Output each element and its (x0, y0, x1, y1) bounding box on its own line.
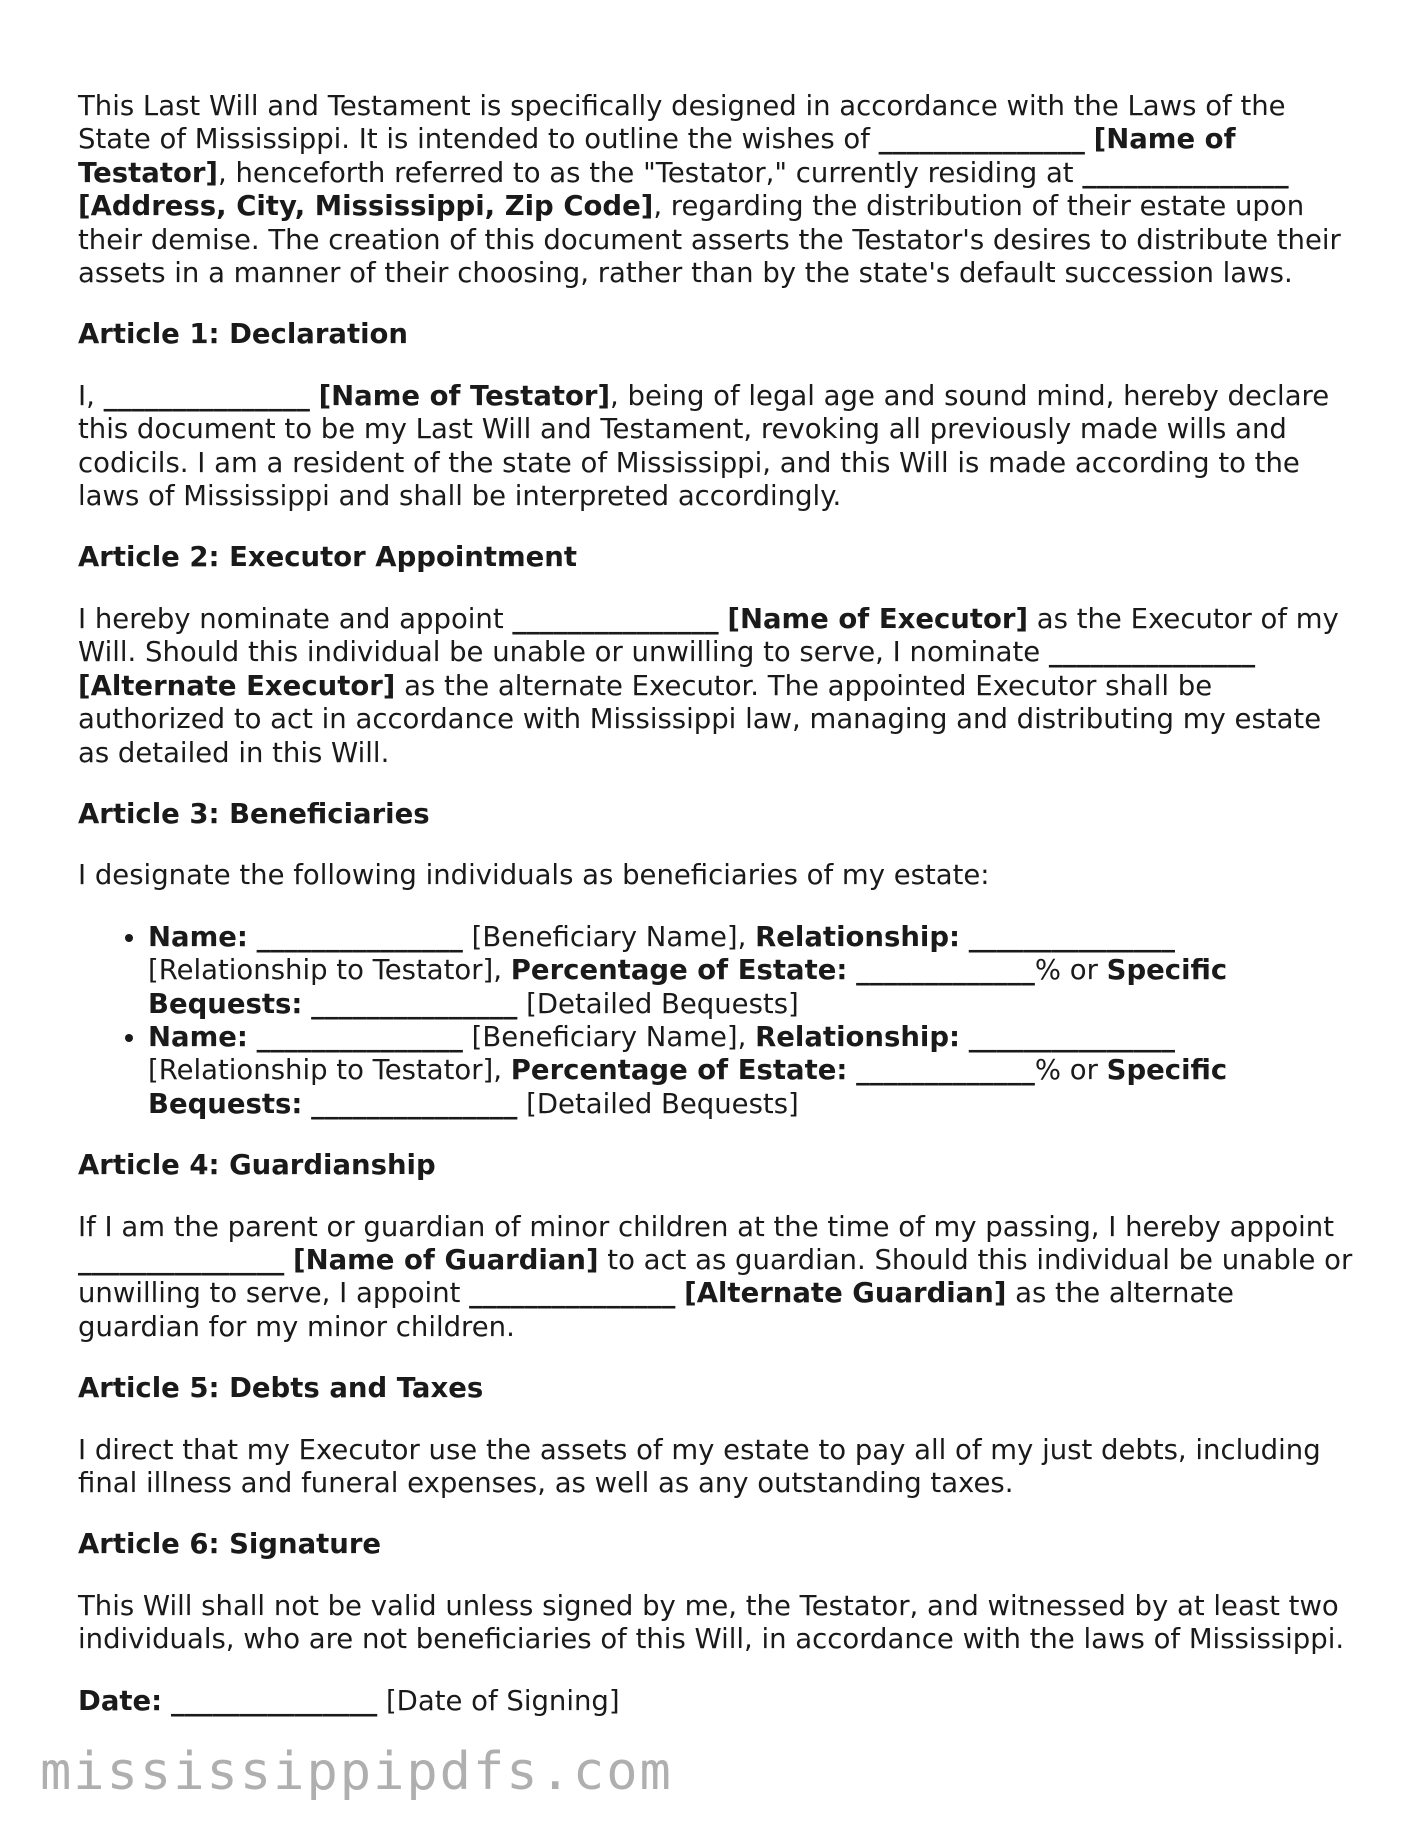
date-blank: _______________ (170, 1684, 378, 1717)
date-hint: [Date of Signing] (385, 1684, 620, 1717)
executor-blank: _______________ (512, 602, 719, 635)
alternate-guardian-label: [Alternate Guardian] (684, 1277, 1007, 1310)
article-5-heading: Article 5: Debts and Taxes (78, 1372, 484, 1405)
alternate-executor-label: [Alternate Executor] (78, 669, 396, 702)
article-4-paragraph (78, 1211, 1358, 1345)
site-watermark: mississippipdfs.com (40, 1742, 673, 1802)
article-6-paragraph: This Will shall not be valid unless signed by me, the Testator, and witnessed by at least two individuals, who are not beneficiaries of this Will, in accordance with the laws of Mississippi. (78, 1589, 1345, 1656)
testator-name-blank: _______________ (878, 123, 1085, 156)
article-5-paragraph: I direct that my Executor use the assets of my estate to pay all of my just debts, including final illness and funeral expenses, as well as any outstanding taxes. (78, 1433, 1321, 1499)
specific-bequests-label: Specific Bequests: (148, 954, 1228, 1020)
alternate-guardian-blank: _______________ (469, 1277, 676, 1310)
article-2-heading: Article 2: Executor Appointment (78, 541, 578, 574)
intro-paragraph (78, 90, 1358, 290)
beneficiary-item (148, 921, 1358, 1021)
article-4-text-2: to act as guardian. Should this individual be unable or unwilling to serve, I appoint (78, 1243, 1353, 1310)
declaration-name-blank: _______________ (103, 379, 310, 412)
relationship-blank: _______________ (968, 920, 1176, 953)
percentage-blank: _____________ (856, 1054, 1035, 1087)
article-2-text-1: I hereby nominate and appoint (78, 602, 513, 635)
article-2-text-3: as the alternate Executor. The appointed Executor shall be authorized to act in accordance with Mississippi law, managing and distributing my estate as detailed in this Will. (78, 669, 1322, 769)
name-label: Name: (148, 920, 248, 953)
alternate-executor-blank: _______________ (1048, 636, 1256, 669)
article-2-text-2: as the Executor of my Will. Should this individual be unable or unwilling to serve, I nominate (78, 602, 1339, 669)
intro-text-2: , henceforth referred to as the "Testator," currently residing at (218, 156, 1083, 189)
relationship-hint: [Relationship to Testator], (148, 954, 503, 987)
will-document (78, 90, 1358, 1718)
beneficiary-name-hint: [Beneficiary Name], (471, 1020, 747, 1053)
testator-name-label: [Name of Testator] (78, 123, 1236, 189)
bequests-hint: [Detailed Bequests] (526, 1087, 799, 1120)
relationship-blank: _______________ (968, 1020, 1176, 1053)
declaration-name-label: [Name of Testator] (318, 379, 611, 412)
article-4-text-3: as the alternate guardian for my minor children. (78, 1277, 1234, 1343)
name-label: Name: (148, 1020, 248, 1053)
executor-label: [Name of Executor] (727, 602, 1029, 635)
beneficiary-name-hint: [Beneficiary Name], (471, 920, 747, 953)
date-line (78, 1685, 1358, 1718)
article-1-text-1: I, (78, 379, 104, 412)
guardian-blank: _______________ (78, 1243, 285, 1276)
guardian-label: [Name of Guardian] (293, 1243, 599, 1276)
article-1-paragraph (78, 380, 1358, 514)
date-label: Date: (78, 1684, 163, 1717)
bequests-blank: _______________ (311, 1087, 518, 1120)
percentage-blank: _____________ (856, 954, 1035, 987)
percent-or-text: % or (1034, 954, 1098, 987)
relationship-label: Relationship: (755, 1020, 961, 1053)
article-1-heading: Article 1: Declaration (78, 318, 408, 351)
relationship-hint: [Relationship to Testator], (148, 1054, 503, 1087)
specific-bequests-label: Specific Bequests: (148, 1054, 1228, 1120)
beneficiary-list (78, 921, 1358, 1121)
article-6-heading: Article 6: Signature (78, 1528, 382, 1561)
article-3-intro: I designate the following individuals as beneficiaries of my estate: (78, 859, 990, 892)
intro-text-3: , regarding the distribution of their estate upon their demise. The creation of this document asserts the Testator's desires to distribute their assets in a manner of their choosing, rather than by the state's default succession laws. (78, 190, 1341, 290)
intro-text-1: This Last Will and Testament is specifically designed in accordance with the Laws of the State of Mississippi. It is intended to outline the wishes of (78, 90, 1286, 156)
article-4-heading: Article 4: Guardianship (78, 1149, 436, 1182)
percent-or-text: % or (1034, 1054, 1098, 1087)
beneficiary-name-blank: _______________ (256, 920, 463, 953)
relationship-label: Relationship: (755, 920, 961, 953)
article-3-heading: Article 3: Beneficiaries (78, 797, 430, 830)
address-label: [Address, City, Mississippi, Zip Code] (78, 190, 654, 223)
beneficiary-item (148, 1021, 1358, 1121)
percentage-label: Percentage of Estate: (510, 1054, 848, 1087)
beneficiary-name-blank: _______________ (256, 1020, 463, 1053)
address-blank: _______________ (1082, 156, 1289, 189)
bequests-hint: [Detailed Bequests] (526, 987, 799, 1020)
article-1-text-2: , being of legal age and sound mind, hereby declare this document to be my Last Will and Testament, revoking all previously made wills and codicils. I am a resident of the state of Mississippi, and this Will is made according to the laws of Mississippi and shall be interpreted accordingly. (78, 379, 1330, 513)
article-2-paragraph (78, 603, 1358, 770)
percentage-label: Percentage of Estate: (510, 954, 848, 987)
article-4-text-1: If I am the parent or guardian of minor children at the time of my passing, I hereby appoint (78, 1210, 1335, 1243)
bequests-blank: _______________ (311, 987, 518, 1020)
